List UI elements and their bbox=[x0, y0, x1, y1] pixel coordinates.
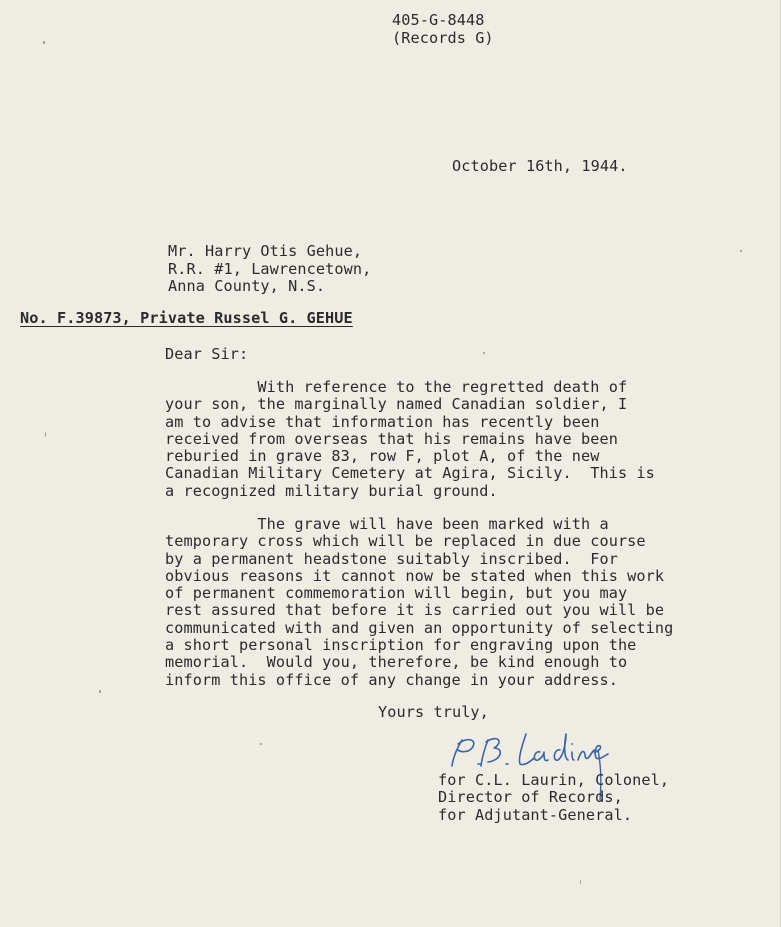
paper-speck bbox=[99, 690, 101, 693]
paper-speck bbox=[483, 352, 485, 354]
closing: Yours truly, bbox=[378, 703, 489, 721]
body-paragraph-2 bbox=[165, 516, 673, 689]
paper-speck bbox=[740, 250, 742, 252]
file-number: 405-G-8448 bbox=[392, 11, 485, 29]
paper-speck bbox=[43, 41, 45, 44]
paragraph-line: by a permanent headstone suitably inscribed. For bbox=[165, 549, 618, 568]
paragraph-line: rest assured that before it is carried out you will be bbox=[165, 601, 665, 620]
paragraph-line: temporary cross which will be replaced in due course bbox=[165, 532, 646, 551]
paragraph-line: received from overseas that his remains have been bbox=[165, 429, 618, 448]
paragraph-line: a recognized military burial ground. bbox=[165, 481, 498, 500]
signatory-title-line: for Adjutant-General. bbox=[438, 805, 633, 824]
paragraph-line: memorial. Would you, therefore, be kind enough to bbox=[165, 653, 628, 672]
salutation: Dear Sir: bbox=[165, 345, 249, 363]
recipient-name: Mr. Harry Otis Gehue, bbox=[168, 242, 363, 260]
paper-speck bbox=[260, 743, 262, 745]
paper-speck bbox=[45, 432, 46, 437]
paragraph-line: The grave will have been marked with a bbox=[165, 515, 609, 533]
recipient-address-line: R.R. #1, Lawrencetown, bbox=[168, 260, 372, 278]
paper-speck bbox=[580, 880, 581, 884]
paragraph-line: With reference to the regretted death of bbox=[165, 378, 628, 396]
paragraph-line: Canadian Military Cemetery at Agira, Sicily. This is bbox=[165, 464, 655, 483]
paragraph-line: obvious reasons it cannot now be stated when this work bbox=[165, 566, 665, 585]
paragraph-line: am to advise that information has recently been bbox=[165, 412, 600, 431]
letter-date: October 16th, 1944. bbox=[452, 157, 628, 175]
paragraph-line: a short personal inscription for engraving upon the bbox=[165, 636, 637, 655]
records-reference: (Records G) bbox=[392, 29, 494, 47]
subject-line: No. F.39873, Private Russel G. GEHUE bbox=[20, 309, 353, 327]
paragraph-line: communicated with and given an opportunity of selecting bbox=[165, 618, 674, 637]
paragraph-line: your son, the marginally named Canadian soldier, I bbox=[165, 395, 628, 414]
paragraph-line: inform this office of any change in your address. bbox=[165, 670, 618, 689]
recipient-address-line: Anna County, N.S. bbox=[168, 277, 326, 295]
paragraph-line: reburied in grave 83, row F, plot A, of the new bbox=[165, 447, 600, 466]
body-paragraph-1 bbox=[165, 379, 655, 500]
signatory-line: for C.L. Laurin, Colonel, bbox=[438, 771, 670, 789]
signatory-title-line: Director of Records, bbox=[438, 788, 623, 807]
signature-block bbox=[438, 772, 669, 824]
paragraph-line: of permanent commemoration will begin, but you may bbox=[165, 584, 628, 603]
